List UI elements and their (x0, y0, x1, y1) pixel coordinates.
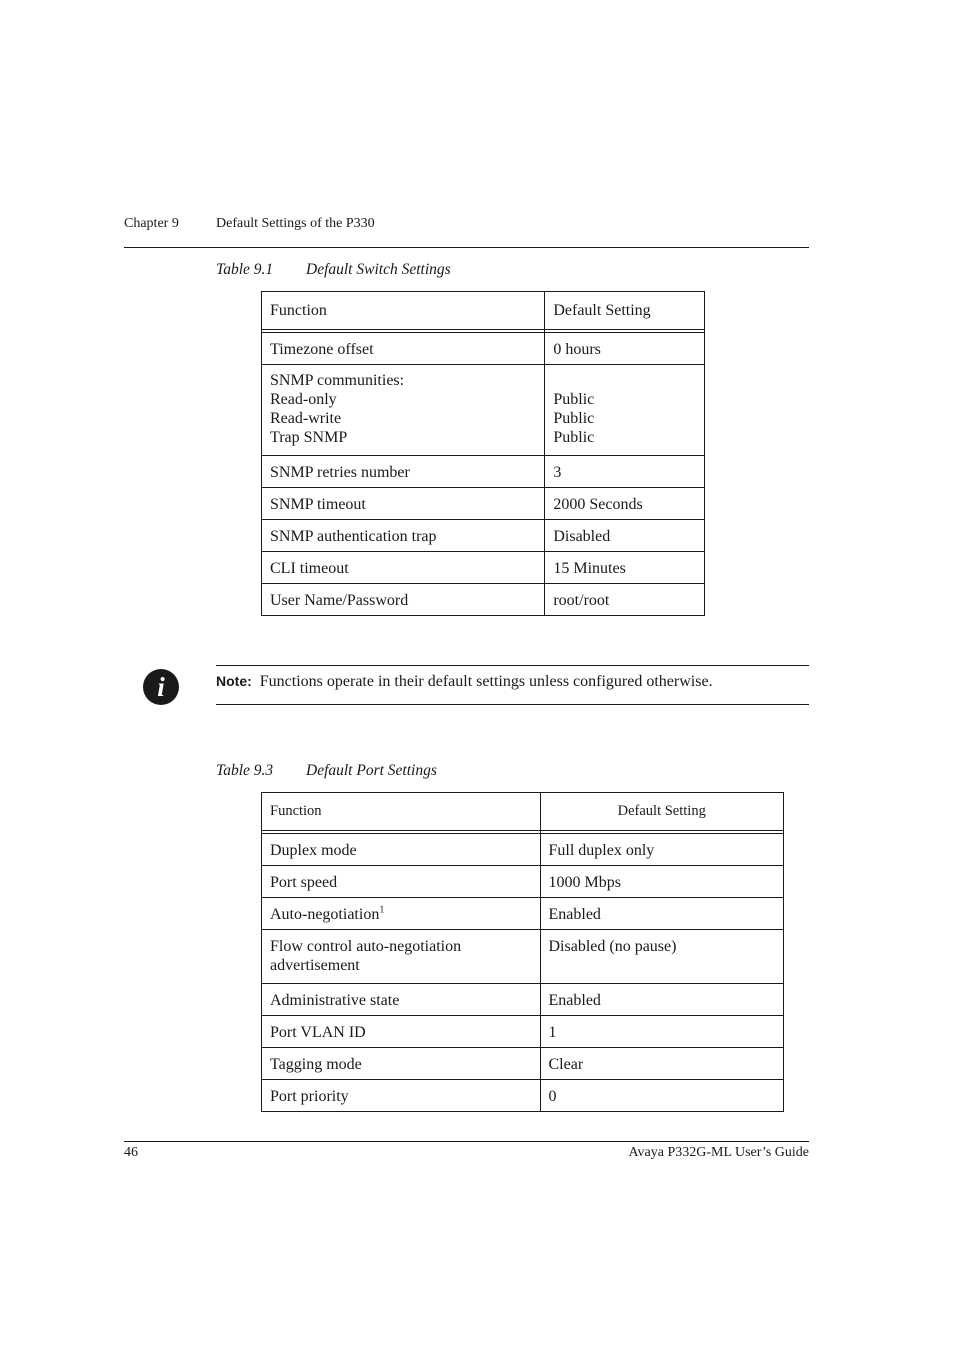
table-row (262, 333, 705, 365)
note-bottom-rule (216, 704, 809, 705)
page-number: 46 (124, 1145, 138, 1160)
setting-cell: Full duplex only (540, 834, 784, 866)
setting-cell: root/root (545, 584, 705, 616)
setting-cell: Clear (540, 1048, 784, 1080)
setting-cell: Enabled (540, 898, 784, 930)
flow-control-label-line1: Flow control auto-negotiation (270, 938, 462, 955)
table2-caption-number: Table 9.3 (216, 762, 274, 779)
community-read-only: Read-only (270, 391, 337, 408)
table1-caption-number: Table 9.1 (216, 261, 274, 278)
function-cell: SNMP authentication trap (262, 520, 545, 552)
setting-cell: 3 (545, 456, 705, 488)
column-header-default-setting: Default Setting (545, 292, 705, 330)
column-header-function: Function (262, 793, 541, 831)
setting-cell: 1 (540, 1016, 784, 1048)
function-cell: Port priority (262, 1080, 541, 1112)
community-trap-snmp-value: Public (553, 429, 595, 446)
function-cell (262, 930, 541, 984)
table-row (262, 456, 705, 488)
table1-caption-title: Default Switch Settings (306, 261, 451, 278)
table-row (262, 898, 784, 930)
note-top-rule (216, 665, 809, 666)
snmp-communities-label: SNMP communities: (270, 372, 405, 389)
column-header-default-setting: Default Setting (540, 793, 784, 831)
note-text: Functions operate in their default settings unless configured otherwise. (259, 673, 713, 690)
default-switch-settings-table (261, 291, 705, 616)
table-row (262, 520, 705, 552)
note (216, 673, 713, 691)
table-row (262, 584, 705, 616)
footnote-marker: 1 (379, 904, 385, 916)
function-cell: Administrative state (262, 984, 541, 1016)
setting-cell (545, 365, 705, 456)
setting-cell: 0 hours (545, 333, 705, 365)
table-row (262, 930, 784, 984)
setting-cell: 15 Minutes (545, 552, 705, 584)
info-icon: i (143, 669, 179, 705)
table-row (262, 1048, 784, 1080)
table-row (262, 365, 705, 456)
table-row (262, 488, 705, 520)
table-row (262, 552, 705, 584)
function-cell (262, 365, 545, 456)
setting-cell: 1000 Mbps (540, 866, 784, 898)
setting-cell: Disabled (545, 520, 705, 552)
column-header-function: Function (262, 292, 545, 330)
footer-rule (124, 1141, 809, 1142)
function-cell: CLI timeout (262, 552, 545, 584)
function-cell: Port speed (262, 866, 541, 898)
community-trap-snmp: Trap SNMP (270, 429, 348, 446)
community-read-write: Read-write (270, 410, 342, 427)
table2-caption-title: Default Port Settings (306, 762, 437, 779)
auto-negotiation-label: Auto-negotiation (270, 906, 380, 923)
setting-cell: 0 (540, 1080, 784, 1112)
function-cell: Timezone offset (262, 333, 545, 365)
community-read-write-value: Public (553, 410, 595, 427)
table-row (262, 984, 784, 1016)
guide-title: Avaya P332G-ML User’s Guide (628, 1145, 809, 1160)
chapter-label: Chapter 9 (124, 216, 179, 231)
table-row (262, 1080, 784, 1112)
table-row (262, 1016, 784, 1048)
table-header-row (262, 292, 705, 330)
table-row (262, 834, 784, 866)
setting-cell: 2000 Seconds (545, 488, 705, 520)
default-port-settings-table (261, 792, 784, 1112)
function-cell: User Name/Password (262, 584, 545, 616)
flow-control-label-line2: advertisement (270, 957, 360, 974)
function-cell: Port VLAN ID (262, 1016, 541, 1048)
header-rule (124, 247, 809, 248)
note-label: Note: (216, 673, 252, 689)
function-cell: Tagging mode (262, 1048, 541, 1080)
table-header-row (262, 793, 784, 831)
setting-cell: Disabled (no pause) (540, 930, 784, 984)
chapter-title: Default Settings of the P330 (216, 216, 375, 231)
function-cell: SNMP retries number (262, 456, 545, 488)
function-cell (262, 898, 541, 930)
table-row (262, 866, 784, 898)
setting-cell: Enabled (540, 984, 784, 1016)
community-read-only-value: Public (553, 391, 595, 408)
function-cell: Duplex mode (262, 834, 541, 866)
function-cell: SNMP timeout (262, 488, 545, 520)
